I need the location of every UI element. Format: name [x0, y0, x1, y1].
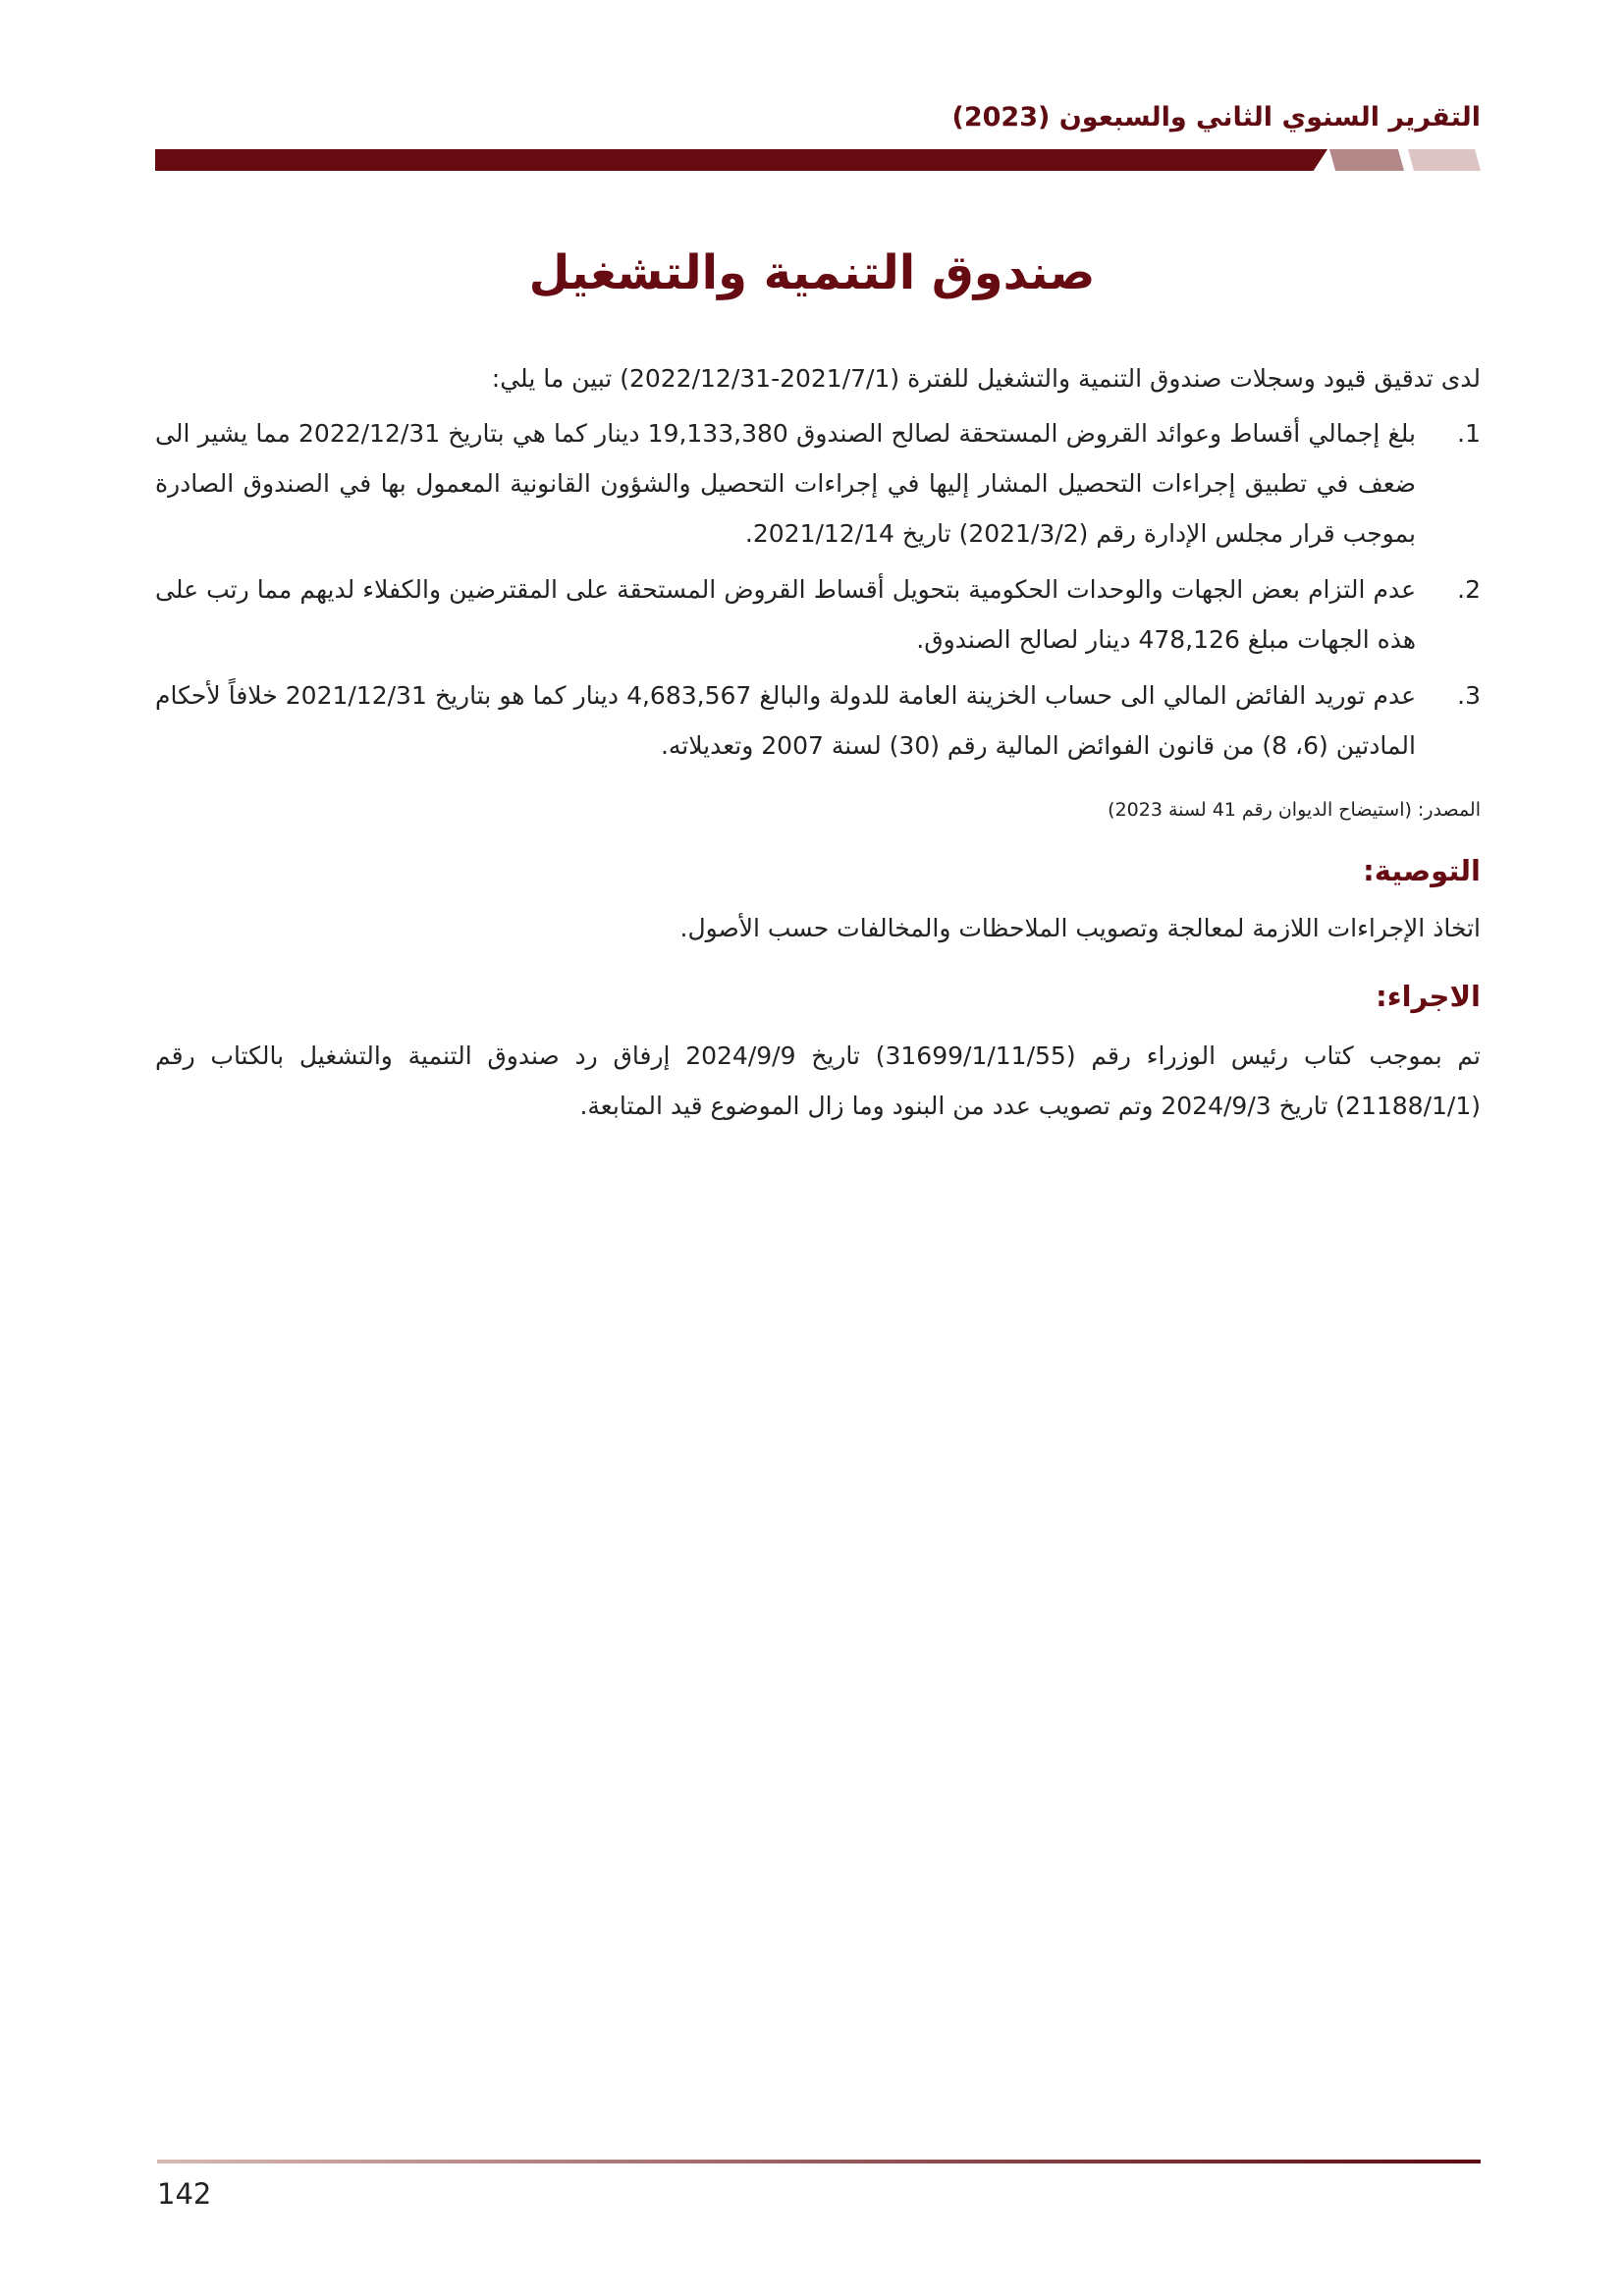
action-text: تم بموجب كتاب رئيس الوزراء رقم (31699/1/11/55) تاريخ 2024/9/9 إرفاق رد صندوق التنمية والتشغيل بالكتاب رقم (21188/1/1) تاريخ 2024/9/3 وتم تصويب عدد من البنود وما زال الموضوع قيد المتابعة.	[155, 1041, 1482, 1120]
page-title: صندوق التنمية والتشغيل	[528, 245, 1096, 300]
intro-paragraph: لدى تدقيق قيود وسجلات صندوق التنمية والتشغيل للفترة (2021/7/1-2022/12/31) تبين ما يلي:	[491, 364, 1481, 393]
header-bar-mid	[1329, 149, 1404, 171]
list-item	[155, 408, 1481, 559]
page-number: 142	[157, 2177, 212, 2211]
item-number: 3.	[1457, 681, 1481, 710]
recommendation-text: اتخاذ الإجراءات اللازمة لمعالجة وتصويب الملاحظات والمخالفات حسب الأصول.	[679, 914, 1481, 942]
header-bar-dark	[155, 149, 1327, 171]
list-item	[155, 564, 1481, 665]
findings-list	[155, 408, 1481, 776]
item-text: عدم التزام بعض الجهات والوحدات الحكومية بتحويل أقساط القروض المستحقة على المقترضين والكفلاء لديهم مما رتب على هذه الجهات مبلغ 478,126 دينار لصالح الصندوق.	[155, 575, 1416, 654]
item-text: بلغ إجمالي أقساط وعوائد القروض المستحقة لصالح الصندوق 19,133,380 دينار كما هي بتاريخ 2022/12/31 مما يشير الى ضعف في تطبيق إجراءات التحصيل المشار إليها في إجراءات التحصيل والشؤون القانونية المعمول بها في الصندوق الصادرة بموجب قرار مجلس الإدارة رقم (2021/3/2) تاريخ 2021/12/14.	[155, 419, 1416, 548]
item-number: 1.	[1457, 419, 1481, 448]
header-bar-light	[1408, 149, 1481, 171]
recommendation-heading: التوصية:	[1363, 854, 1481, 887]
list-item	[155, 670, 1481, 771]
action-heading: الاجراء:	[1376, 980, 1481, 1013]
item-text: عدم توريد الفائض المالي الى حساب الخزينة العامة للدولة والبالغ 4,683,567 دينار كما هو بتاريخ 2021/12/31 خلافاً لأحكام المادتين (6، 8) من قانون الفوائض المالية رقم (30) لسنة 2007 وتعديلاته.	[155, 681, 1416, 760]
item-number: 2.	[1457, 575, 1481, 604]
source-note: المصدر: (استيضاح الديوان رقم 41 لسنة 2023)	[1108, 799, 1481, 821]
header-bar	[155, 149, 1481, 171]
footer-divider	[157, 2160, 1481, 2163]
report-header-title: التقرير السنوي الثاني والسبعون (2023)	[951, 102, 1481, 133]
